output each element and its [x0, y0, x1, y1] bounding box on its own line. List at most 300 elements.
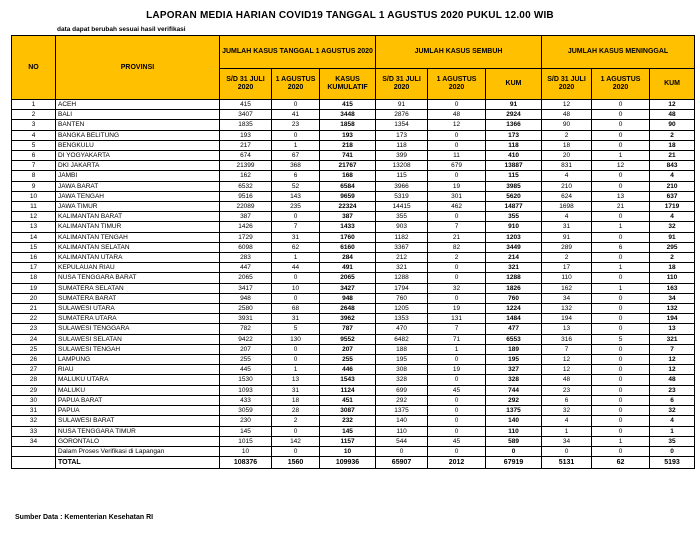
cell-provinsi: SULAWESI UTARA	[56, 304, 220, 314]
cell-meninggal-kum: 21	[650, 151, 695, 161]
cell-meninggal-sd31: 4	[542, 171, 592, 181]
cell-sembuh-sd31: 1375	[376, 406, 428, 416]
cell-meninggal-tgl1: 0	[592, 304, 650, 314]
cell-meninggal-tgl1: 1	[592, 283, 650, 293]
header-sembuh-kum: KUM	[486, 69, 542, 100]
cell-sembuh-kum: 910	[486, 222, 542, 232]
cell-kasus-tgl1: 2	[272, 416, 320, 426]
cell-kasus-tgl1: 1	[272, 365, 320, 375]
cell-sembuh-sd31: 2876	[376, 110, 428, 120]
cell-meninggal-sd31: 0	[542, 446, 592, 456]
report-title: LAPORAN MEDIA HARIAN COVID19 TANGGAL 1 AGUSTUS 2020 PUKUL 12.00 WIB	[146, 10, 554, 21]
cell-provinsi: ACEH	[56, 100, 220, 110]
cell-provinsi: SULAWESI BARAT	[56, 416, 220, 426]
cell-meninggal-kum: 321	[650, 334, 695, 344]
header-kasus-sd31: S/D 31 JULI 2020	[220, 69, 272, 100]
cell-no: 27	[12, 365, 56, 375]
cell-meninggal-tgl1: 0	[592, 406, 650, 416]
cell-no: 30	[12, 395, 56, 405]
cell-kasus-sd31: 3407	[220, 110, 272, 120]
cell-no: 1	[12, 100, 56, 110]
cell-kasus-tgl1: 0	[272, 344, 320, 354]
cell-provinsi: BENGKULU	[56, 140, 220, 150]
cell-kasus-kumulatif: 3087	[320, 406, 376, 416]
cell-kasus-sd31: 207	[220, 344, 272, 354]
table-row	[12, 100, 695, 110]
cell-meninggal-kum: 4	[650, 416, 695, 426]
cell-meninggal-tgl1: 1	[592, 436, 650, 446]
cell-kasus-kumulatif: 168	[320, 171, 376, 181]
cell-sembuh-sd31: 212	[376, 253, 428, 263]
cell-meninggal-kum: 5193	[650, 457, 695, 469]
cell-meninggal-tgl1: 62	[592, 457, 650, 469]
cell-kasus-kumulatif: 948	[320, 293, 376, 303]
cell-sembuh-kum: 321	[486, 263, 542, 273]
cell-provinsi: DI YOGYAKARTA	[56, 151, 220, 161]
header-meninggal-sd31: S/D 31 JULI 2020	[542, 69, 592, 100]
cell-sembuh-tgl1: 131	[428, 314, 486, 324]
cell-kasus-sd31: 22089	[220, 202, 272, 212]
cell-kasus-sd31: 1530	[220, 375, 272, 385]
cell-kasus-sd31: 3059	[220, 406, 272, 416]
cell-meninggal-sd31: 34	[542, 436, 592, 446]
cell-sembuh-kum: 3449	[486, 242, 542, 252]
cell-meninggal-kum: 48	[650, 375, 695, 385]
cell-no: 3	[12, 120, 56, 130]
cell-meninggal-kum: 132	[650, 304, 695, 314]
cell-meninggal-kum: 1719	[650, 202, 695, 212]
cell-sembuh-sd31: 5319	[376, 191, 428, 201]
cell-meninggal-sd31: 2	[542, 130, 592, 140]
cell-meninggal-sd31: 194	[542, 314, 592, 324]
cell-meninggal-sd31: 12	[542, 365, 592, 375]
cell-sembuh-tgl1: 0	[428, 212, 486, 222]
table-row	[12, 130, 695, 140]
cell-meninggal-kum: 7	[650, 344, 695, 354]
cell-kasus-tgl1: 18	[272, 395, 320, 405]
cell-meninggal-kum: 163	[650, 283, 695, 293]
cell-meninggal-tgl1: 0	[592, 232, 650, 242]
cell-sembuh-kum: 91	[486, 100, 542, 110]
cell-provinsi: GORONTALO	[56, 436, 220, 446]
cell-meninggal-sd31: 91	[542, 232, 592, 242]
cell-provinsi: KEPULAUAN RIAU	[56, 263, 220, 273]
cell-no: 33	[12, 426, 56, 436]
cell-sembuh-sd31: 65907	[376, 457, 428, 469]
cell-meninggal-kum: 90	[650, 120, 695, 130]
cell-kasus-kumulatif: 22324	[320, 202, 376, 212]
cell-sembuh-kum: 67919	[486, 457, 542, 469]
cell-kasus-sd31: 3417	[220, 283, 272, 293]
cell-kasus-kumulatif: 6160	[320, 242, 376, 252]
cell-sembuh-kum: 2924	[486, 110, 542, 120]
cell-sembuh-sd31: 110	[376, 426, 428, 436]
cell-kasus-sd31: 2065	[220, 273, 272, 283]
cell-meninggal-sd31: 5131	[542, 457, 592, 469]
header-provinsi: PROVINSI	[56, 36, 220, 100]
cell-meninggal-sd31: 1698	[542, 202, 592, 212]
cell-provinsi: BANGKA BELITUNG	[56, 130, 220, 140]
cell-sembuh-tgl1: 0	[428, 130, 486, 140]
cell-sembuh-tgl1: 0	[428, 406, 486, 416]
cell-kasus-sd31: 255	[220, 355, 272, 365]
cell-no: 21	[12, 304, 56, 314]
cell-kasus-kumulatif: 193	[320, 130, 376, 140]
cell-meninggal-tgl1: 12	[592, 161, 650, 171]
cell-kasus-tgl1: 28	[272, 406, 320, 416]
cell-kasus-kumulatif: 2065	[320, 273, 376, 283]
cell-kasus-tgl1: 142	[272, 436, 320, 446]
cell-no: 16	[12, 253, 56, 263]
cell-meninggal-sd31: 32	[542, 406, 592, 416]
cell-kasus-kumulatif: 10	[320, 446, 376, 456]
header-jumlah-meninggal: JUMLAH KASUS MENINGGAL	[542, 36, 695, 69]
table-row	[12, 151, 695, 161]
cell-no: 23	[12, 324, 56, 334]
cell-meninggal-tgl1: 0	[592, 130, 650, 140]
cell-sembuh-tgl1: 0	[428, 355, 486, 365]
cell-kasus-kumulatif: 255	[320, 355, 376, 365]
cell-provinsi: SULAWESI SELATAN	[56, 334, 220, 344]
cell-no: 29	[12, 385, 56, 395]
table-body	[12, 100, 695, 469]
cell-meninggal-kum: 13	[650, 324, 695, 334]
cell-kasus-tgl1: 1560	[272, 457, 320, 469]
cell-kasus-kumulatif: 145	[320, 426, 376, 436]
cell-meninggal-kum: 12	[650, 365, 695, 375]
cell-provinsi: JAWA TIMUR	[56, 202, 220, 212]
cell-kasus-sd31: 145	[220, 426, 272, 436]
cell-sembuh-kum: 173	[486, 130, 542, 140]
cell-kasus-tgl1: 0	[272, 355, 320, 365]
cell-kasus-kumulatif: 3962	[320, 314, 376, 324]
cell-provinsi: SULAWESI TENGAH	[56, 344, 220, 354]
cell-no: 20	[12, 293, 56, 303]
cell-kasus-kumulatif: 207	[320, 344, 376, 354]
cell-kasus-kumulatif: 741	[320, 151, 376, 161]
cell-sembuh-sd31: 115	[376, 171, 428, 181]
cell-sembuh-sd31: 903	[376, 222, 428, 232]
cell-kasus-tgl1: 1	[272, 140, 320, 150]
cell-kasus-sd31: 433	[220, 395, 272, 405]
cell-no: 31	[12, 406, 56, 416]
cell-sembuh-sd31: 470	[376, 324, 428, 334]
table-row	[12, 191, 695, 201]
cell-sembuh-tgl1: 19	[428, 304, 486, 314]
cell-meninggal-tgl1: 0	[592, 416, 650, 426]
cell-meninggal-sd31: 831	[542, 161, 592, 171]
cell-meninggal-tgl1: 13	[592, 191, 650, 201]
cell-meninggal-kum: 12	[650, 100, 695, 110]
cell-sembuh-kum: 410	[486, 151, 542, 161]
table-row	[12, 181, 695, 191]
cell-sembuh-tgl1: 0	[428, 273, 486, 283]
cell-meninggal-kum: 2	[650, 253, 695, 263]
cell-meninggal-sd31: 20	[542, 151, 592, 161]
cell-meninggal-kum: 91	[650, 232, 695, 242]
cell-sembuh-kum: 1375	[486, 406, 542, 416]
cell-meninggal-sd31: 289	[542, 242, 592, 252]
cell-meninggal-kum: 637	[650, 191, 695, 201]
cell-meninggal-sd31: 7	[542, 344, 592, 354]
cell-sembuh-kum: 1224	[486, 304, 542, 314]
cell-meninggal-tgl1: 0	[592, 314, 650, 324]
cell-meninggal-kum: 1	[650, 426, 695, 436]
cell-sembuh-tgl1: 0	[428, 446, 486, 456]
cell-meninggal-tgl1: 0	[592, 375, 650, 385]
cell-meninggal-sd31: 12	[542, 100, 592, 110]
cell-kasus-sd31: 10	[220, 446, 272, 456]
cell-kasus-kumulatif: 415	[320, 100, 376, 110]
cell-sembuh-tgl1: 679	[428, 161, 486, 171]
cell-sembuh-sd31: 1205	[376, 304, 428, 314]
cell-sembuh-tgl1: 0	[428, 100, 486, 110]
cell-kasus-kumulatif: 21767	[320, 161, 376, 171]
cell-sembuh-kum: 760	[486, 293, 542, 303]
cell-provinsi: Dalam Proses Verifikasi di Lapangan	[56, 446, 220, 456]
cell-provinsi: NUSA TENGGARA BARAT	[56, 273, 220, 283]
cell-sembuh-kum: 3985	[486, 181, 542, 191]
cell-meninggal-tgl1: 21	[592, 202, 650, 212]
cell-sembuh-kum: 292	[486, 395, 542, 405]
cell-meninggal-sd31: 12	[542, 355, 592, 365]
cell-kasus-sd31: 193	[220, 130, 272, 140]
cell-no: 34	[12, 436, 56, 446]
cell-kasus-sd31: 108376	[220, 457, 272, 469]
cell-kasus-sd31: 1426	[220, 222, 272, 232]
table-row	[12, 283, 695, 293]
table-row	[12, 253, 695, 263]
cell-kasus-sd31: 415	[220, 100, 272, 110]
cell-no: 25	[12, 344, 56, 354]
cell-kasus-tgl1: 0	[272, 293, 320, 303]
cell-sembuh-sd31: 6482	[376, 334, 428, 344]
cell-sembuh-sd31: 3367	[376, 242, 428, 252]
cell-meninggal-kum: 6	[650, 395, 695, 405]
cell-sembuh-sd31: 13208	[376, 161, 428, 171]
table-row	[12, 365, 695, 375]
cell-no: 13	[12, 222, 56, 232]
cell-meninggal-sd31: 210	[542, 181, 592, 191]
cell-meninggal-tgl1: 0	[592, 426, 650, 436]
cell-meninggal-kum: 32	[650, 406, 695, 416]
table-row	[12, 446, 695, 456]
table-row	[12, 242, 695, 252]
cell-kasus-kumulatif: 787	[320, 324, 376, 334]
cell-sembuh-sd31: 14415	[376, 202, 428, 212]
cell-sembuh-sd31: 3966	[376, 181, 428, 191]
cell-kasus-kumulatif: 2648	[320, 304, 376, 314]
cell-no: 9	[12, 181, 56, 191]
cell-sembuh-kum: 477	[486, 324, 542, 334]
cell-no: 8	[12, 171, 56, 181]
cell-sembuh-kum: 14877	[486, 202, 542, 212]
cell-sembuh-kum: 1366	[486, 120, 542, 130]
cell-sembuh-tgl1: 7	[428, 222, 486, 232]
cell-sembuh-sd31: 1353	[376, 314, 428, 324]
cell-kasus-kumulatif: 6584	[320, 181, 376, 191]
cell-sembuh-tgl1: 2012	[428, 457, 486, 469]
table-row	[12, 324, 695, 334]
cell-no: 4	[12, 130, 56, 140]
table-row	[12, 120, 695, 130]
cell-meninggal-tgl1: 0	[592, 100, 650, 110]
source-note: Sumber Data : Kementerian Kesehatan RI	[15, 514, 154, 521]
cell-kasus-sd31: 447	[220, 263, 272, 273]
cell-kasus-tgl1: 368	[272, 161, 320, 171]
cell-meninggal-sd31: 90	[542, 120, 592, 130]
cell-meninggal-kum: 32	[650, 222, 695, 232]
cell-meninggal-sd31: 13	[542, 324, 592, 334]
table-row	[12, 314, 695, 324]
cell-no	[12, 457, 56, 469]
cell-sembuh-sd31: 1288	[376, 273, 428, 283]
cell-meninggal-kum: 18	[650, 140, 695, 150]
cell-meninggal-tgl1: 0	[592, 181, 650, 191]
cell-provinsi: JAWA BARAT	[56, 181, 220, 191]
cell-meninggal-sd31: 110	[542, 273, 592, 283]
cell-no: 28	[12, 375, 56, 385]
cell-sembuh-kum: 115	[486, 171, 542, 181]
cell-provinsi: DKI JAKARTA	[56, 161, 220, 171]
cell-sembuh-kum: 6553	[486, 334, 542, 344]
cell-kasus-tgl1: 13	[272, 375, 320, 385]
cell-meninggal-tgl1: 0	[592, 293, 650, 303]
cell-meninggal-tgl1: 0	[592, 365, 650, 375]
header-sembuh-sd31: S/D 31 JULI 2020	[376, 69, 428, 100]
cell-sembuh-kum: 0	[486, 446, 542, 456]
cell-kasus-sd31: 230	[220, 416, 272, 426]
cell-meninggal-tgl1: 0	[592, 110, 650, 120]
cell-kasus-tgl1: 52	[272, 181, 320, 191]
cell-kasus-tgl1: 62	[272, 242, 320, 252]
cell-sembuh-kum: 214	[486, 253, 542, 263]
cell-sembuh-sd31: 0	[376, 446, 428, 456]
cell-sembuh-sd31: 328	[376, 375, 428, 385]
cell-kasus-sd31: 1729	[220, 232, 272, 242]
cell-sembuh-tgl1: 0	[428, 171, 486, 181]
cell-provinsi: KALIMANTAN SELATAN	[56, 242, 220, 252]
cell-kasus-sd31: 948	[220, 293, 272, 303]
table-row	[12, 110, 695, 120]
cell-no: 7	[12, 161, 56, 171]
total-row	[12, 457, 695, 469]
cell-kasus-kumulatif: 1124	[320, 385, 376, 395]
header-kasus-tgl1: 1 AGUSTUS 2020	[272, 69, 320, 100]
cell-provinsi: JAMBI	[56, 171, 220, 181]
cell-sembuh-sd31: 699	[376, 385, 428, 395]
cell-kasus-tgl1: 0	[272, 446, 320, 456]
cell-kasus-tgl1: 31	[272, 385, 320, 395]
cell-kasus-tgl1: 235	[272, 202, 320, 212]
table-row	[12, 385, 695, 395]
cell-kasus-kumulatif: 1543	[320, 375, 376, 385]
cell-sembuh-sd31: 188	[376, 344, 428, 354]
cell-sembuh-sd31: 321	[376, 263, 428, 273]
table-row	[12, 304, 695, 314]
cell-kasus-tgl1: 68	[272, 304, 320, 314]
cell-meninggal-tgl1: 0	[592, 212, 650, 222]
cell-kasus-tgl1: 0	[272, 100, 320, 110]
cell-sembuh-tgl1: 48	[428, 110, 486, 120]
cell-sembuh-tgl1: 462	[428, 202, 486, 212]
cell-sembuh-tgl1: 0	[428, 263, 486, 273]
header-no: NO	[12, 36, 56, 100]
cell-meninggal-tgl1: 0	[592, 344, 650, 354]
cell-kasus-kumulatif: 218	[320, 140, 376, 150]
cell-provinsi: MALUKU UTARA	[56, 375, 220, 385]
cell-sembuh-tgl1: 82	[428, 242, 486, 252]
cell-provinsi: PAPUA BARAT	[56, 395, 220, 405]
cell-kasus-sd31: 674	[220, 151, 272, 161]
table-row	[12, 355, 695, 365]
cell-meninggal-kum: 295	[650, 242, 695, 252]
cell-sembuh-sd31: 195	[376, 355, 428, 365]
cell-meninggal-tgl1: 0	[592, 324, 650, 334]
cell-provinsi: RIAU	[56, 365, 220, 375]
cell-no: 2	[12, 110, 56, 120]
cell-sembuh-sd31: 760	[376, 293, 428, 303]
cell-kasus-kumulatif: 1157	[320, 436, 376, 446]
cell-kasus-tgl1: 0	[272, 426, 320, 436]
cell-sembuh-kum: 195	[486, 355, 542, 365]
cell-kasus-sd31: 3931	[220, 314, 272, 324]
cell-sembuh-tgl1: 45	[428, 385, 486, 395]
cell-sembuh-kum: 110	[486, 426, 542, 436]
cell-no: 19	[12, 283, 56, 293]
table-row	[12, 334, 695, 344]
cell-meninggal-kum: 12	[650, 355, 695, 365]
cell-meninggal-tgl1: 6	[592, 242, 650, 252]
table-row	[12, 140, 695, 150]
cell-meninggal-sd31: 6	[542, 395, 592, 405]
cell-kasus-sd31: 162	[220, 171, 272, 181]
cell-meninggal-kum: 210	[650, 181, 695, 191]
cell-sembuh-tgl1: 1	[428, 344, 486, 354]
cell-meninggal-sd31: 2	[542, 253, 592, 263]
cell-kasus-tgl1: 41	[272, 110, 320, 120]
cell-sembuh-tgl1: 12	[428, 120, 486, 130]
cell-provinsi: NUSA TENGGARA TIMUR	[56, 426, 220, 436]
cell-meninggal-kum: 35	[650, 436, 695, 446]
cell-provinsi: SUMATERA SELATAN	[56, 283, 220, 293]
cell-meninggal-sd31: 31	[542, 222, 592, 232]
cell-sembuh-kum: 5620	[486, 191, 542, 201]
cell-sembuh-sd31: 118	[376, 140, 428, 150]
cell-sembuh-kum: 744	[486, 385, 542, 395]
cell-kasus-sd31: 283	[220, 253, 272, 263]
cell-kasus-sd31: 782	[220, 324, 272, 334]
cell-kasus-sd31: 2580	[220, 304, 272, 314]
cell-no: 12	[12, 212, 56, 222]
cell-sembuh-tgl1: 7	[428, 324, 486, 334]
cell-sembuh-tgl1: 32	[428, 283, 486, 293]
covid-table	[11, 35, 695, 469]
cell-provinsi: SUMATERA UTARA	[56, 314, 220, 324]
cell-kasus-tgl1: 31	[272, 232, 320, 242]
cell-kasus-kumulatif: 9552	[320, 334, 376, 344]
cell-kasus-kumulatif: 109936	[320, 457, 376, 469]
cell-kasus-kumulatif: 491	[320, 263, 376, 273]
cell-meninggal-kum: 4	[650, 212, 695, 222]
cell-sembuh-tgl1: 0	[428, 140, 486, 150]
cell-sembuh-tgl1: 0	[428, 395, 486, 405]
cell-meninggal-tgl1: 5	[592, 334, 650, 344]
cell-sembuh-tgl1: 19	[428, 365, 486, 375]
cell-meninggal-tgl1: 0	[592, 171, 650, 181]
cell-meninggal-kum: 4	[650, 171, 695, 181]
cell-kasus-tgl1: 6	[272, 171, 320, 181]
